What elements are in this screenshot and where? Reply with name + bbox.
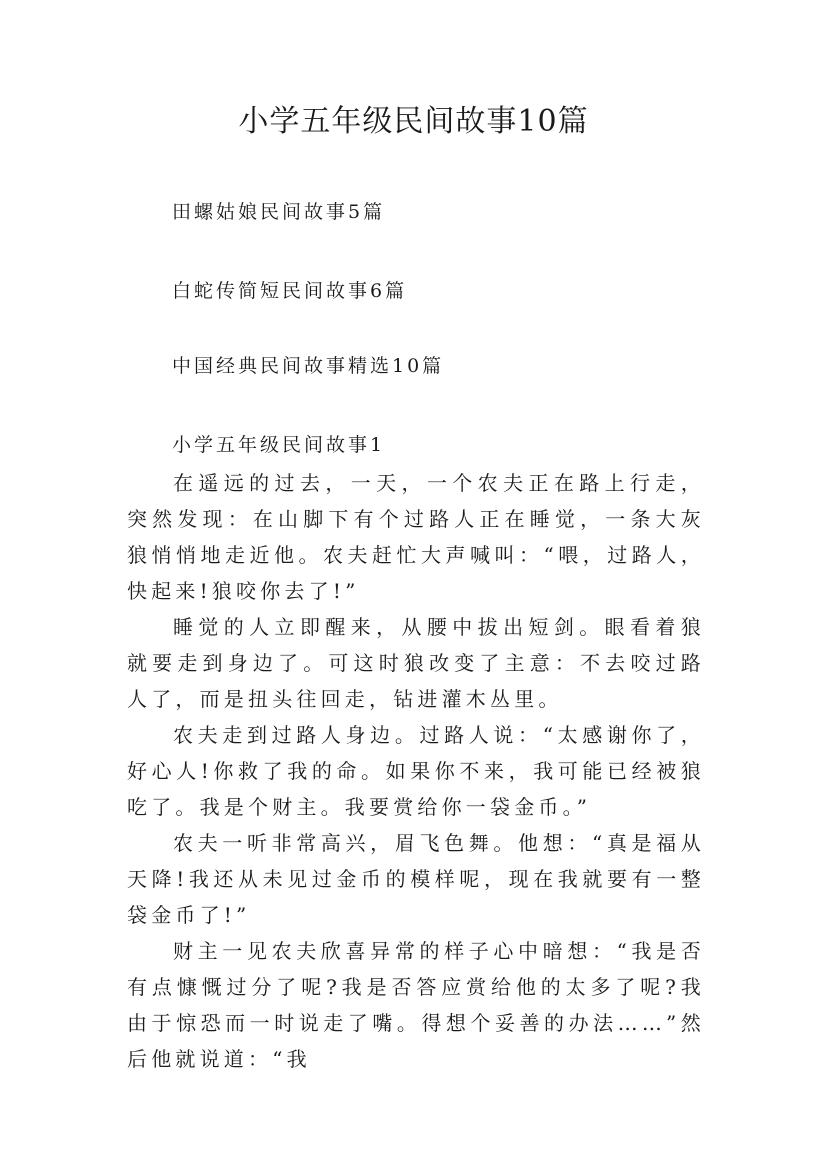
document-title: 小学五年级民间故事10篇 bbox=[238, 104, 589, 139]
story-body bbox=[127, 465, 705, 1077]
paragraph: 睡觉的人立即醒来，从腰中拔出短剑。眼看着狼就要走到身边了。可这时狼改变了主意：不去咬过路人了，而是扭头往回走，钻进灌木丛里。 bbox=[127, 615, 705, 711]
related-link-baishe[interactable]: 白蛇传简短民间故事6篇 bbox=[172, 280, 408, 302]
paragraph: 财主一见农夫欣喜异常的样子心中暗想：“我是否有点慷慨过分了呢?我是否答应赏给他的太多了呢?我由于惊恐而一时说走了嘴。得想个妥善的办法……”然后他就说道：“我 bbox=[127, 939, 705, 1071]
paragraph: 农夫走到过路人身边。过路人说：“太感谢你了，好心人!你救了我的命。如果你不来，我可能已经被狼吃了。我是个财主。我要赏给你一袋金币。” bbox=[127, 723, 705, 819]
paragraph: 在遥远的过去，一天，一个农夫正在路上行走，突然发现：在山脚下有个过路人正在睡觉，一条大灰狼悄悄地走近他。农夫赶忙大声喊叫：“喂，过路人，快起来!狼咬你去了!” bbox=[127, 471, 705, 603]
related-link-tianluo[interactable]: 田螺姑娘民间故事5篇 bbox=[172, 201, 386, 223]
related-link-jingdian[interactable]: 中国经典民间故事精选10篇 bbox=[172, 355, 445, 377]
paragraph: 农夫一听非常高兴，眉飞色舞。他想：“真是福从天降!我还从未见过金币的模样呢，现在我就要有一整袋金币了!” bbox=[127, 831, 705, 927]
story-heading: 小学五年级民间故事1 bbox=[172, 434, 386, 456]
